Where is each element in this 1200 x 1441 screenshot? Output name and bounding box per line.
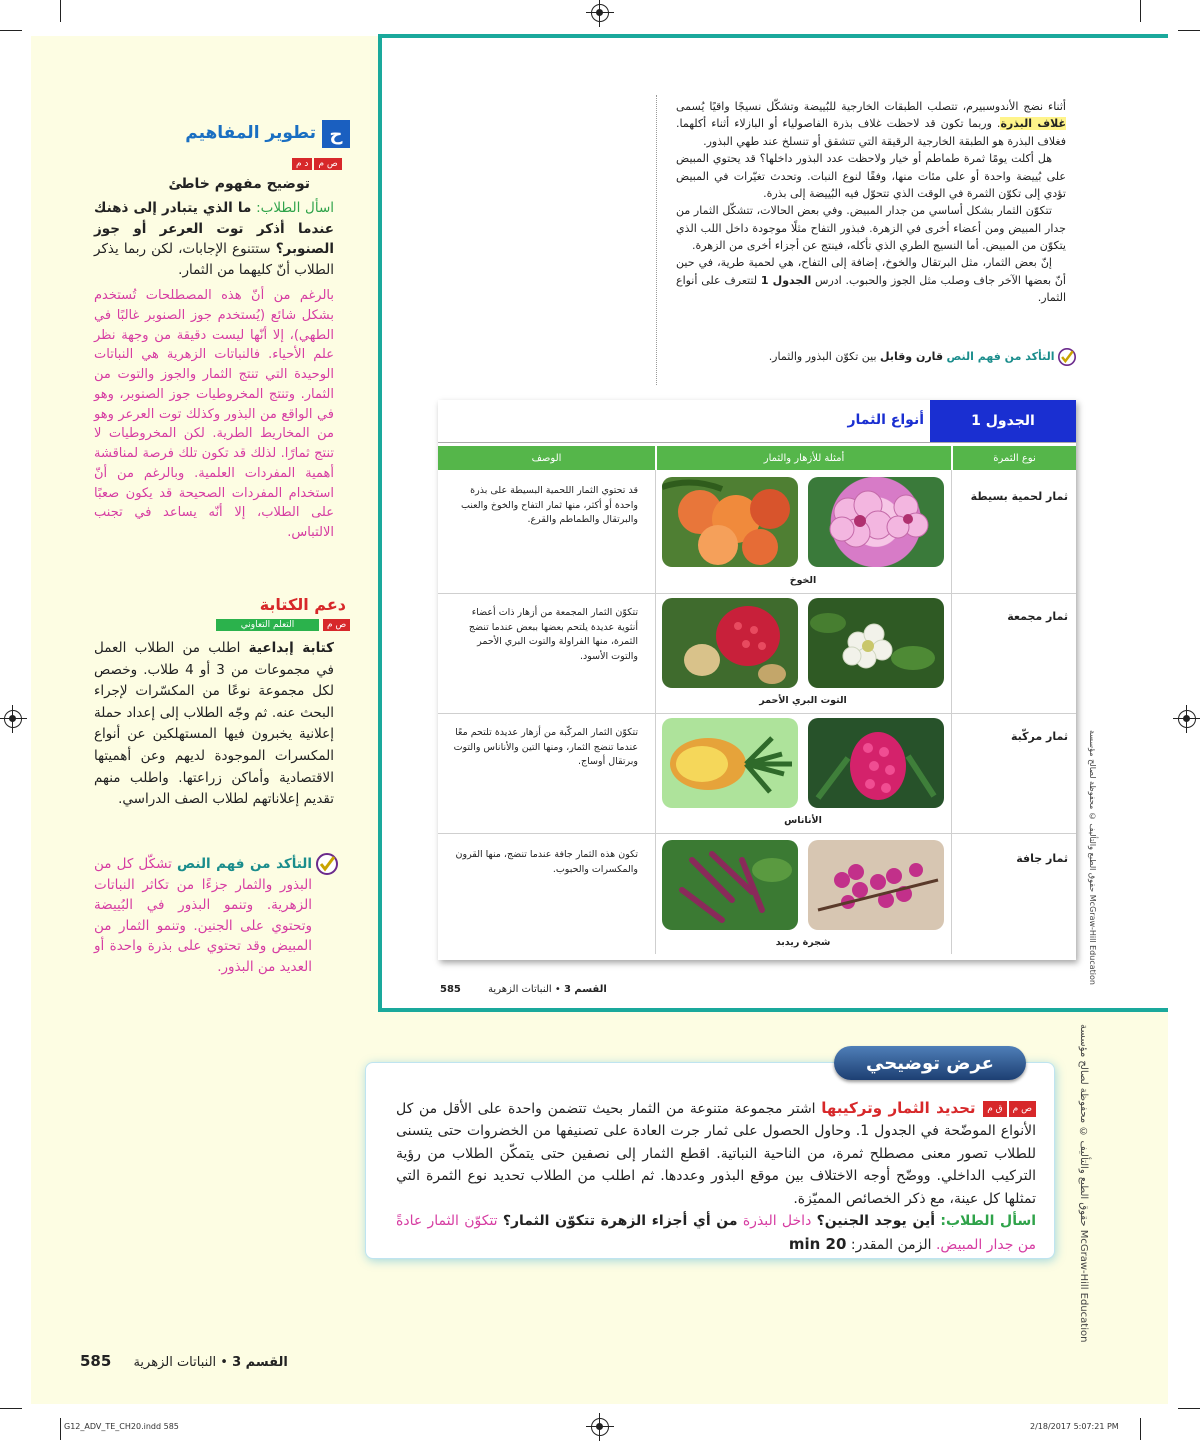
footer-bullet: • bbox=[216, 1355, 228, 1370]
row-type: ثمار مركّبة bbox=[1010, 730, 1068, 743]
tag-pm: ص م bbox=[1009, 1101, 1036, 1117]
dotted-rule bbox=[656, 95, 657, 385]
footer-page: 585 bbox=[440, 984, 461, 995]
tag-qm: ق م bbox=[983, 1101, 1006, 1117]
row-description: تتكوّن الثمار المركّبة من أزهار عديدة تلتحم معًا عندما تنضج الثمار، ومنها التين والأناناس والتوت وبرتقال أوساج. bbox=[453, 727, 638, 768]
concepts-title: تطوير المفاهيم bbox=[185, 123, 316, 143]
table-header bbox=[438, 400, 1076, 443]
demo-header: عرض توضيحي bbox=[834, 1046, 1026, 1080]
footer-section: القسم 3 bbox=[563, 984, 607, 995]
collaborative-badge: التعلم التعاوني bbox=[216, 619, 319, 631]
crop-mark bbox=[1140, 0, 1141, 22]
key-term: غلاف البذرة bbox=[1000, 117, 1067, 131]
demo-ask-question: أين يوجد الجنين؟ bbox=[816, 1212, 936, 1229]
col-divider bbox=[951, 470, 952, 954]
crop-mark bbox=[1178, 30, 1200, 31]
creative-text: اطلب من الطلاب العمل في مجموعات من 3 أو 4 طلاب. وخصص لكل مجموعة نوعًا من المكسّرات لإجراء البحث عنه. ثم وجّه الطلاب إلى إعداد حملة إعلانية يخبرون فيها المستهلكين عن أنواع المكسرات الموجودة لديهم وعن أهميتها الاقتصادية وأماكن زراعتها. واطلب منهم تقديم إعلاناتهم لطلاب الصف الدراسي. bbox=[94, 640, 334, 808]
crop-mark bbox=[1178, 1408, 1200, 1409]
footer-bullet: • bbox=[551, 984, 561, 995]
creative-title: كتابة إبداعية bbox=[248, 640, 334, 656]
page-side-credit: McGraw-Hill Education حقوق الطبع والتأليف © محفوظة لصالح مؤسسة bbox=[1078, 1024, 1089, 1343]
tag-pm: ص م bbox=[314, 158, 341, 170]
raspberry-blossom-image bbox=[808, 598, 944, 688]
demo-title: تحديد الثمار وتركيبها bbox=[821, 1099, 976, 1117]
footer-title: النباتات الزهرية bbox=[488, 984, 552, 995]
concepts-header bbox=[170, 120, 350, 150]
raspberry-fruit-image bbox=[662, 598, 798, 688]
tag-pm: ص م bbox=[323, 619, 350, 631]
student-side-credit: McGraw-Hill Education حقوق الطبع والتأليف © محفوظة لصالح مؤسسة bbox=[1088, 730, 1097, 985]
col-header-description: الوصف bbox=[438, 446, 655, 470]
col-divider bbox=[655, 470, 656, 954]
footer-page: 585 bbox=[80, 1352, 112, 1370]
row-description: تكون هذه الثمار جافة عندما تنضج، منها القرون والمكسرات والحبوب. bbox=[455, 849, 638, 875]
check-text: تشكّل كل من البذور والثمار جزءًا من تكاثر النباتات الزهرية. وتنمو البذور في البُييضة وتحتوي على الجنين. وتنمو الثمار من المبيض وقد تحتوي على بذرة واحدة أو العديد من البذور. bbox=[94, 856, 312, 975]
redbud-pods-image bbox=[662, 840, 798, 930]
check-text: بين تكوّن البذور والثمار. bbox=[768, 350, 877, 363]
ask-followup: ستتنوع الإجابات، لكن ربما يذكر الطلاب أنّ كليهما من الثمار. bbox=[94, 241, 334, 278]
fruit-types-table bbox=[438, 400, 1076, 960]
date-info: 2/18/2017 5:07:21 PM bbox=[1030, 1422, 1119, 1431]
concepts-tags bbox=[290, 153, 342, 172]
para4-a: إنّ بعض الثمار، مثل البرتقال والخوخ، إضافة إلى التفاح، هي لحمية طرية، في حين أنّ بعضها الآخر جاف وصلب مثل الجوز والحبوب. ادرس bbox=[676, 256, 1066, 287]
row-type: ثمار مجمعة bbox=[1007, 610, 1068, 623]
registration-mark-icon bbox=[4, 710, 22, 728]
demo-body bbox=[396, 1096, 1036, 1257]
para4-b: لتتعرف على أنواع الثمار. bbox=[676, 273, 1066, 305]
misconception-title: توضيح مفهوم خاطئ bbox=[168, 176, 310, 192]
row-divider bbox=[438, 713, 1076, 714]
demo-answer: داخل البذرة bbox=[742, 1212, 812, 1229]
crop-mark bbox=[60, 0, 61, 22]
writing-title: دعم الكتابة bbox=[259, 595, 346, 614]
check-label: التأكد من فهم النص bbox=[946, 350, 1055, 363]
student-check bbox=[700, 348, 1076, 366]
row-type: ثمار لحمية بسيطة bbox=[970, 490, 1068, 503]
crop-mark bbox=[0, 1408, 22, 1409]
footer-section: القسم 3 bbox=[232, 1355, 288, 1370]
registration-mark-icon bbox=[1178, 710, 1196, 728]
check-title: التأكد من فهم النص bbox=[177, 856, 312, 872]
table-title: أنواع الثمار bbox=[847, 412, 924, 428]
peach-fruit-image bbox=[662, 477, 798, 567]
crop-mark bbox=[0, 30, 22, 31]
demo-text: اشتر مجموعة متنوعة من الثمار بحيث تتضمن واحدة على الأقل من كل الأنواع الموضّحة في الجدول 1. وحاول الحصول على ثمار جرت العادة على تصنيفها من الخضروات حتى يتسنى للطلاب تصور معنى مصطلح ثمرة، من الناحية النباتية. اقطع الثمار إلى نصفين حتى يتمكّن الطلاب من رؤية التركيب الداخلي. ووضّح أوجه الاختلاف بين موقع البذور وعددها. ثم اطلب من الطلاب تحديد نوع الثمرة التي تمثلها كل عينة، مع ذكر الخصائص المميّزة. bbox=[396, 1101, 1036, 1207]
table-ref: الجدول 1 bbox=[760, 273, 812, 287]
col-header-examples: أمثلة للأزهار والثمار bbox=[657, 446, 951, 470]
row-divider bbox=[438, 833, 1076, 834]
pineapple-fruit-image bbox=[662, 718, 798, 808]
pineapple-flower-image bbox=[808, 718, 944, 808]
row-description: قد تحتوي الثمار اللحمية البسيطة على بذرة واحدة أو أكثر، منها ثمار التفاح والخوخ والعنب والبرتقال والطماطم والقرع. bbox=[460, 485, 638, 526]
crop-mark bbox=[60, 1418, 61, 1440]
demo-time-label: الزمن المقدر: bbox=[850, 1237, 932, 1254]
para1-b: . وربما تكون قد لاحظت غلاف بذرة الفاصولياء أو البازلاء أثناء أكلهما. فغلاف البذرة هو الطبقة الخارجية الرقيقة التي تتشقق أو تنسلخ عند طهي البذور. bbox=[676, 117, 1066, 148]
check-icon bbox=[1058, 348, 1076, 366]
para3: تتكوّن الثمار بشكل أساسي من جدار المبيض. وفي بعض الحالات، تتشكّل الثمار من جدار المبيض ومن أعضاء أخرى في الزهرة. فبذور التفاح مثلًا موجودة داخل اللب الذي يتكوّن من المبيض. أما النسيج الطري الذي تأكله، فينتج عن أجزاء أخرى من الزهرة. bbox=[676, 204, 1066, 252]
student-body bbox=[676, 98, 1066, 307]
redbud-flower-image bbox=[808, 840, 944, 930]
row-caption: شجرة ريدبد bbox=[775, 937, 831, 948]
footer-title: النباتات الزهرية bbox=[133, 1355, 217, 1370]
para2: هل أكلت يومًا ثمرة طماطم أو خيار ولاحظت عدد البذور داخلها؟ قد يحتوي المبيض على بُييضة واحدة أو على مئات منها، وفقًا لنوع النبات. وتحدث تغيّرات في المبيض تؤدي إلى تكوّن الثمرة في الوقت الذي تتحوّل فيه البُييضة إلى بذرة. bbox=[676, 152, 1066, 200]
misconception-body bbox=[94, 198, 334, 280]
para1-a: أثناء نضج الأندوسبيرم، تتصلب الطبقات الخارجية للبُييضة وتشكّل نسيجًا واقيًا يُسمى bbox=[676, 100, 1066, 113]
registration-mark-icon bbox=[591, 4, 609, 22]
ask-label: اسأل الطلاب: bbox=[256, 200, 335, 216]
row-divider bbox=[438, 593, 1076, 594]
row-description: تتكوّن الثمار المجمعة من أزهار ذات أعضاء أنثوية عديدة يلتحم بعضها ببعض عندما تنضج الثمرة، منها الفراولة والتوت البري الأحمر والتوت الأسود. bbox=[468, 607, 638, 663]
row-caption: الأناناس bbox=[784, 815, 822, 826]
page-footer bbox=[80, 1352, 288, 1370]
check-verb: قارن وقابل bbox=[880, 350, 944, 363]
misconception-explanation: بالرغم من أنّ هذه المصطلحات تُستخدم بشكل شائع (يُستخدم جوز الصنوبر غالبًا في الطهي)، إلا أنّها ليست دقيقة من وجهة نظر علم الأحياء. فالنباتات الزهرية هي النباتات الوحيدة التي تنتج الثمار والجوز والتوت من الثمار. وتنتج المخروطيات جوز الصنوبر، وهو في الواقع من البذور وكذلك توت العرعر وهو من المخاريط الطرية. لكن المخروطيات لا تنتج ثمارًا. لذلك قد تكون تلك فرصة لمناقشة أهمية المفردات العلمية. وبالرغم من أنّ استخدام المفردات الصحيحة قد يكون صعبًا على الطلاب، إلا أنّه يساعد في تجنب الالتباس. bbox=[94, 288, 334, 540]
table-number: الجدول 1 bbox=[930, 400, 1076, 442]
creative-writing bbox=[94, 638, 334, 811]
tag-dm: د م bbox=[292, 158, 312, 170]
crop-mark bbox=[1140, 1418, 1141, 1440]
row-caption: التوت البري الأحمر bbox=[759, 695, 847, 706]
concepts-letter-badge bbox=[322, 120, 350, 148]
file-info: G12_ADV_TE_CH20.indd 585 bbox=[64, 1422, 179, 1431]
peach-blossom-image bbox=[808, 477, 944, 567]
check-icon bbox=[316, 853, 338, 875]
registration-mark-icon bbox=[591, 1418, 609, 1436]
demo-ask-question-2: من أي أجزاء الزهرة تتكوّن الثمار؟ bbox=[502, 1212, 738, 1229]
row-type: ثمار جافة bbox=[1016, 852, 1068, 865]
demo-answer-2: تتكوّن الثمار عادةً من جدار المبيض. bbox=[396, 1212, 1036, 1254]
check-understanding bbox=[94, 854, 312, 977]
demo-ask-label: اسأل الطلاب: bbox=[940, 1212, 1037, 1229]
student-footer bbox=[440, 984, 607, 995]
row-caption: الخوخ bbox=[789, 575, 817, 586]
concepts-letter: ح bbox=[329, 123, 343, 145]
demo-time-value: 20 min bbox=[788, 1235, 847, 1254]
ask-question: ما الذي يتبادر إلى ذهنك عندما أذكر توت العرعر أو جوز الصنوبر؟ bbox=[94, 200, 334, 258]
col-header-type: نوع الثمرة bbox=[953, 446, 1076, 470]
writing-tags bbox=[214, 619, 350, 631]
